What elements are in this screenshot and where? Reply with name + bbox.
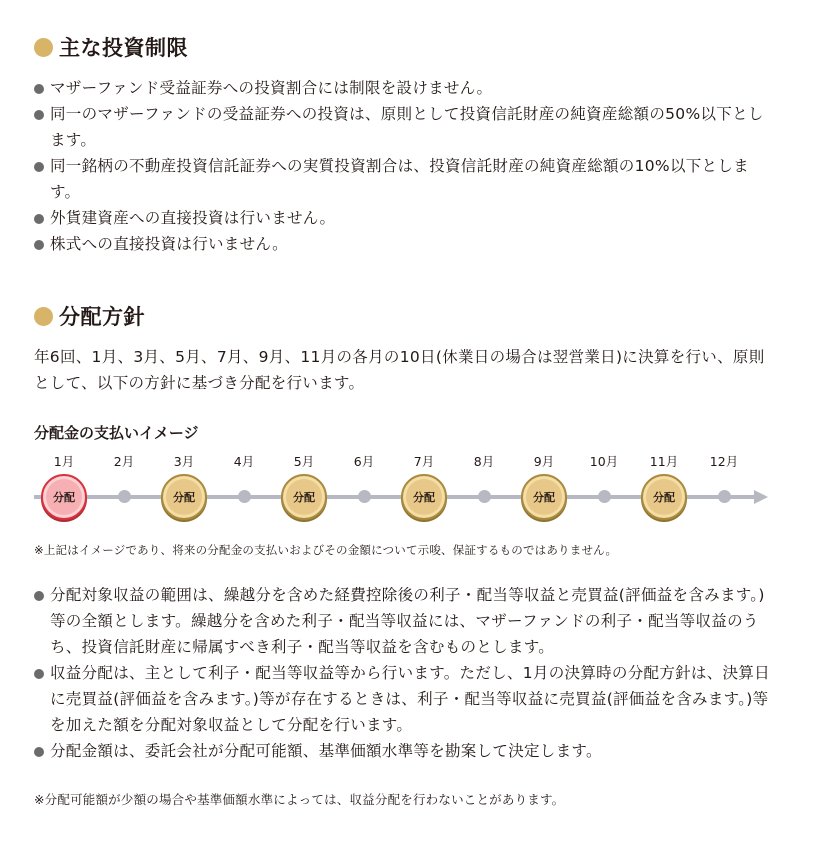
month-label: 7月 xyxy=(413,454,435,469)
month-label: 5月 xyxy=(293,454,315,469)
section-title: 分配方針 xyxy=(59,305,145,329)
month-label: 1月 xyxy=(53,454,75,469)
list-item: 分配対象収益の範囲は、繰越分を含めた経費控除後の利子・配当等収益と売買益(評価益を含みます。)等の全額とします。繰越分を含めた利子・配当等収益には、マザーファンドの利子・配当等収益のうち、投資信託財産に帰属すべき利子・配当等収益を含むものとします。 xyxy=(34,582,774,660)
timeline-dot xyxy=(718,490,731,503)
month-label: 8月 xyxy=(473,454,495,469)
list-item: 外貨建資産への直接投資は行いません。 xyxy=(34,205,774,231)
bullet-circle-icon xyxy=(34,307,53,326)
section-title: 主な投資制限 xyxy=(59,36,188,60)
month-label: 2月 xyxy=(113,454,135,469)
list-item: マザーファンド受益証券への投資割合には制限を設けません。 xyxy=(34,75,774,101)
timeline-dot xyxy=(358,490,371,503)
month-label: 12月 xyxy=(709,454,739,469)
month-label: 9月 xyxy=(533,454,555,469)
distribution-coin: 分配 xyxy=(401,474,447,520)
list-item: 同一のマザーファンドの受益証券への投資は、原則として投資信託財産の純資産総額の50%以下とします。 xyxy=(34,101,774,153)
month-label: 10月 xyxy=(589,454,619,469)
bullet-circle-icon xyxy=(34,38,53,57)
timeline-disclaimer: ※上記はイメージであり、将来の分配金の支払いおよびその金額について示唆、保証するものではありません。 xyxy=(34,543,618,557)
timeline-dot xyxy=(118,490,131,503)
list-item: 株式への直接投資は行いません。 xyxy=(34,231,774,257)
month-label: 6月 xyxy=(353,454,375,469)
section-heading-distribution-policy xyxy=(34,301,145,331)
timeline-dot xyxy=(478,490,491,503)
investment-limits-list xyxy=(34,75,774,257)
arrow-right-icon xyxy=(754,490,768,504)
month-label: 3月 xyxy=(173,454,195,469)
distribution-intro: 年6回、1月、3月、5月、7月、9月、11月の各月の10日(休業日の場合は翌営業日)に決算を行い、原則として、以下の方針に基づき分配を行います。 xyxy=(34,348,765,392)
footnote: ※分配可能額が少額の場合や基準価額水準によっては、収益分配を行わないことがあります。 xyxy=(34,792,565,807)
distribution-coin: 分配 xyxy=(641,474,687,520)
timeline-heading: 分配金の支払いイメージ xyxy=(34,424,199,442)
distribution-coin-january: 分配 xyxy=(41,474,87,520)
list-item: 同一銘柄の不動産投資信託証券への実質投資割合は、投資信託財産の純資産総額の10%以下とします。 xyxy=(34,153,774,205)
month-label: 4月 xyxy=(233,454,255,469)
distribution-timeline xyxy=(30,452,780,532)
section-heading-investment-limits xyxy=(34,32,188,62)
distribution-coin: 分配 xyxy=(161,474,207,520)
month-label: 11月 xyxy=(649,454,679,469)
list-item: 分配金額は、委託会社が分配可能額、基準価額水準等を勘案して決定します。 xyxy=(34,738,774,764)
timeline-dot xyxy=(598,490,611,503)
distribution-policy-list xyxy=(34,582,774,764)
timeline-dot xyxy=(238,490,251,503)
list-item: 収益分配は、主として利子・配当等収益等から行います。ただし、1月の決算時の分配方針は、決算日に売買益(評価益を含みます。)等が存在するときは、利子・配当等収益に売買益(評価益を含みます。)等を加えた額を分配対象収益として分配を行います。 xyxy=(34,660,774,738)
distribution-coin: 分配 xyxy=(281,474,327,520)
distribution-coin: 分配 xyxy=(521,474,567,520)
